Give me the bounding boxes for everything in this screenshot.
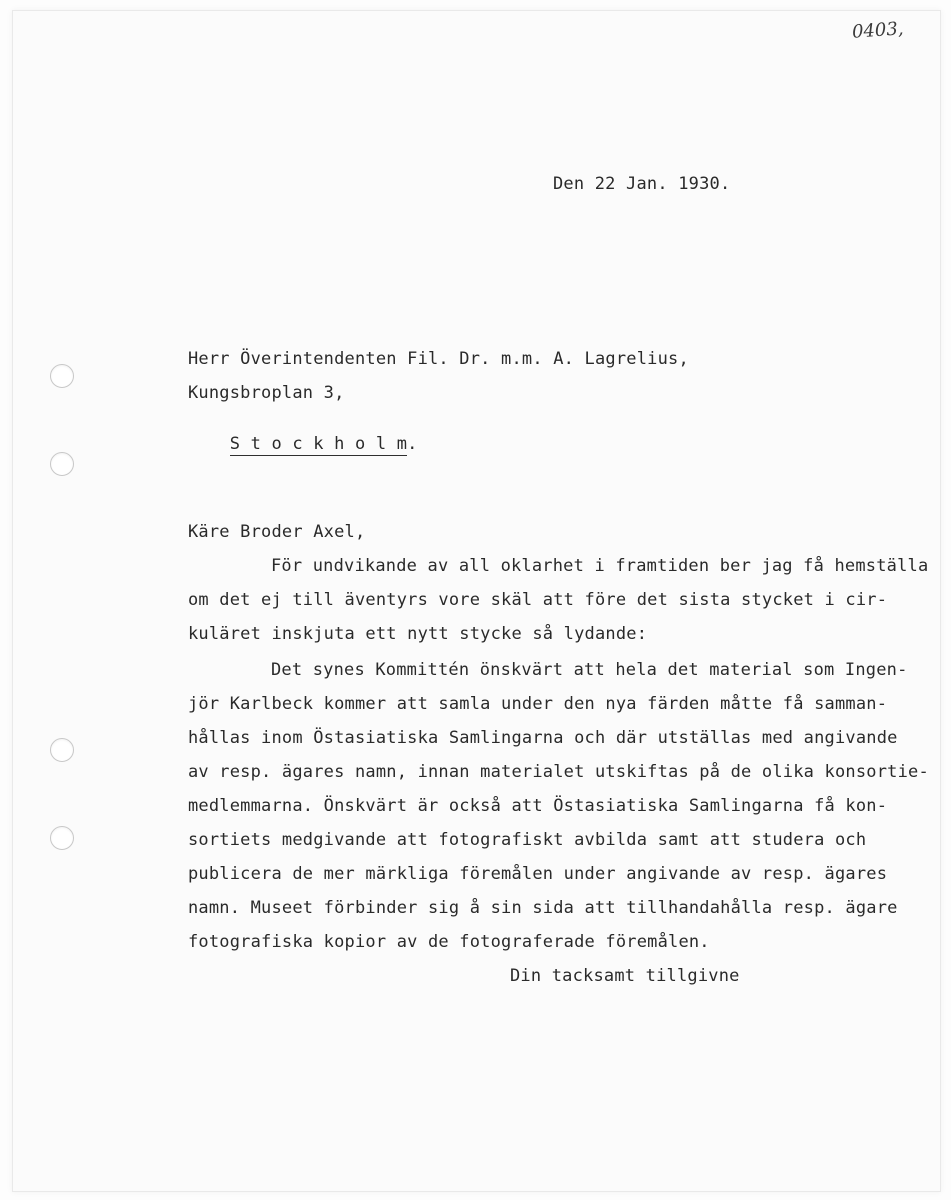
body-line-12: fotografiska kopior av de fotograferade föremålen. [188,932,710,952]
addressee-city-name: S t o c k h o l m [229,434,408,454]
body-line-7: av resp. ägares namn, innan materialet utskiftas på de olika konsortie- [188,762,929,782]
punch-hole-1 [50,364,74,388]
archive-number: 0403, [851,18,905,43]
body-line-5: jör Karlbeck kommer att samla under den nya färden måtte få samman- [188,694,888,714]
body-line-10: publicera de mer märkliga föremålen under angivande av resp. ägares [188,864,888,884]
salutation: Käre Broder Axel, [188,522,366,542]
body-line-4: Det synes Kommittén önskvärt att hela det material som Ingen- [271,660,908,680]
body-line-11: namn. Museet förbinder sig å sin sida att tillhandahålla resp. ägare [188,898,898,918]
body-line-3: kuläret inskjuta ett nytt stycke så lydande: [188,624,648,644]
punch-hole-2 [50,452,74,476]
body-line-8: medlemmarna. Önskvärt är också att Östasiatiska Samlingarna få kon- [188,796,888,816]
body-line-6: hållas inom Östasiatiska Samlingarna och där utställas med angivande [188,728,898,748]
punch-hole-3 [50,738,74,762]
addressee-line-1: Herr Överintendenten Fil. Dr. m.m. A. Lagrelius, [188,349,689,369]
body-line-2: om det ej till äventyrs vore skäl att före det sista stycket i cir- [188,590,888,610]
addressee-line-2: Kungsbroplan 3, [188,383,345,403]
addressee-city [188,419,418,470]
punch-hole-4 [50,826,74,850]
body-line-1: För undvikande av all oklarhet i framtiden ber jag få hemställa [271,556,929,576]
body-line-9: sortiets medgivande att fotografiskt avbilda samt att studera och [188,830,867,850]
addressee-city-suffix: . [407,434,418,454]
closing-line: Din tacksamt tillgivne [510,966,740,986]
letter-date: Den 22 Jan. 1930. [553,174,731,194]
